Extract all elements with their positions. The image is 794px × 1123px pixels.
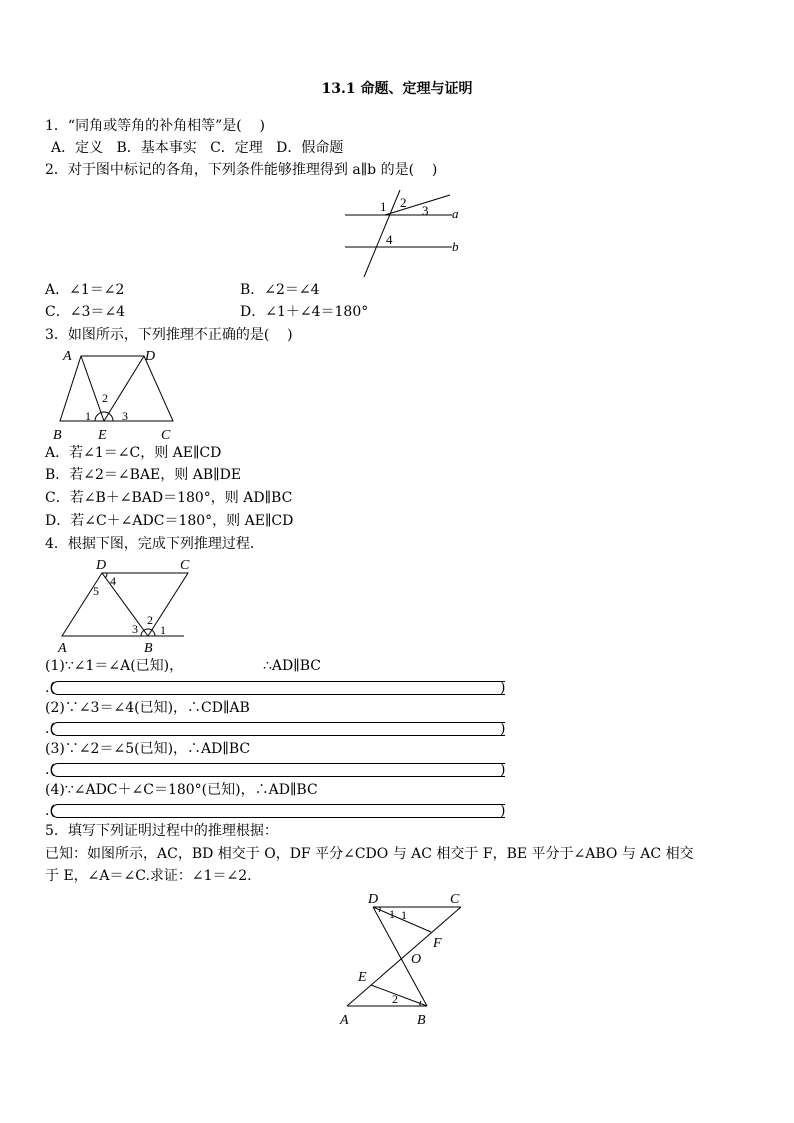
q5-given-line1: 已知：如图所示，AC，BD 相交于 O，DF 平分∠CDO 与 AC 相交于 F，BE 平分于∠ABO 与 AC 相交: [45, 846, 694, 862]
q4-blank3-prefix: .(: [45, 762, 55, 778]
q4-step4: (4)∵∠ADC＋∠C＝180°(已知)，∴AD∥BC: [45, 782, 318, 798]
q5-stem: 5．填写下列证明过程中的推理根据：: [45, 823, 278, 839]
angle-1-label-inner: 1: [389, 907, 395, 921]
q4-answer-blank-3[interactable]: [51, 763, 505, 777]
q2-option-a: A．∠1＝∠2: [45, 282, 125, 298]
bisector-be: [371, 985, 427, 1006]
point-d: D: [368, 892, 379, 907]
point-e: E: [358, 970, 367, 985]
q2-option-d: D．∠1＋∠4＝180°: [240, 304, 369, 320]
angle-3-label: 3: [122, 409, 128, 423]
angle-1-label: 1: [380, 199, 387, 214]
point-f: F: [433, 936, 442, 951]
q4-blank3-suffix: ): [500, 762, 506, 778]
q1-stem: 1．“同角或等角的补角相等”是( ): [45, 118, 265, 134]
q4-blank4-prefix: .(: [45, 803, 55, 819]
line-a-label: a: [452, 206, 459, 221]
q4-step3: (3)∵∠2＝∠5(已知)，∴AD∥BC: [45, 741, 251, 757]
q5-figure: [335, 885, 475, 1030]
q3-option-a: A．若∠1＝∠C，则 AE∥CD: [45, 445, 222, 461]
q4-answer-blank-1[interactable]: [51, 681, 505, 695]
angle-1-label: 1: [160, 623, 166, 637]
q4-step1: (1)∵∠1＝∠A(已知)，: [45, 658, 184, 674]
q4-blank4-suffix: ): [500, 803, 506, 819]
angle-2-label: 2: [147, 613, 153, 627]
point-c: C: [450, 892, 460, 907]
angle-2-label: 2: [102, 391, 108, 405]
diagonal-db: [102, 573, 148, 636]
point-e: E: [98, 428, 107, 442]
angle-arc-d: [105, 573, 107, 578]
q4-blank1-prefix: .(: [45, 680, 55, 696]
q4-blank1-suffix: ): [500, 680, 506, 696]
point-d: D: [145, 349, 156, 364]
point-b: B: [53, 428, 62, 442]
angle-2-label: 2: [392, 992, 398, 1006]
q2-figure: [340, 185, 470, 280]
q2-stem: 2．对于图中标记的各角，下列条件能够推理得到 a∥b 的是( ): [45, 162, 438, 178]
angle-3-label: 3: [132, 622, 138, 636]
q3-stem: 3．如图所示，下列推理不正确的是( ): [45, 327, 293, 343]
point-a: A: [63, 349, 72, 364]
q4-figure: [52, 553, 202, 655]
q4-answer-blank-4[interactable]: [51, 804, 505, 818]
angle-1-label: 1: [401, 908, 407, 922]
angle-2-label: 2: [400, 195, 407, 210]
angle-3-label: 3: [422, 203, 429, 218]
q4-step1-conclusion: ∴AD∥BC: [263, 658, 321, 674]
point-c: C: [161, 428, 171, 442]
q2-option-c: C．∠3＝∠4: [45, 304, 125, 320]
q4-blank2-prefix: .(: [45, 721, 55, 737]
page-title: 13.1 命题、定理与证明: [321, 81, 473, 97]
angle-4-label: 4: [110, 574, 116, 588]
transversal-2: [385, 195, 450, 215]
q3-option-b: B．若∠2＝∠BAE，则 AB∥DE: [45, 467, 242, 483]
q4-blank2-suffix: ): [500, 721, 506, 737]
q4-step2: (2)∵∠3＝∠4(已知)，∴CD∥AB: [45, 700, 250, 716]
point-c: C: [180, 558, 190, 573]
trapezoid: [60, 356, 173, 421]
q3-option-d: D．若∠C＋∠ADC＝180°，则 AE∥CD: [45, 513, 294, 529]
angle-1-label: 1: [85, 409, 91, 423]
q4-stem: 4．根据下图，完成下列推理过程．: [45, 536, 264, 552]
point-d: D: [96, 558, 107, 573]
q2-option-b: B．∠2＝∠4: [240, 282, 320, 298]
angle-5-label: 5: [93, 584, 99, 598]
point-a: A: [340, 1013, 349, 1028]
q5-given-line2: 于 E，∠A＝∠C.求证：∠1＝∠2.: [45, 868, 252, 884]
q3-option-c: C．若∠B＋∠BAD＝180°，则 AD∥BC: [45, 490, 293, 506]
angle-4-label: 4: [386, 232, 393, 247]
point-b: B: [417, 1013, 426, 1028]
line-b-label: b: [452, 239, 459, 254]
q4-answer-blank-2[interactable]: [51, 722, 505, 736]
q3-figure: [48, 346, 188, 442]
point-b: B: [144, 641, 153, 655]
q1-options: A．定义 B．基本事实 C．定理 D．假命题: [51, 140, 344, 156]
point-o: O: [411, 952, 422, 967]
point-a: A: [58, 641, 67, 655]
